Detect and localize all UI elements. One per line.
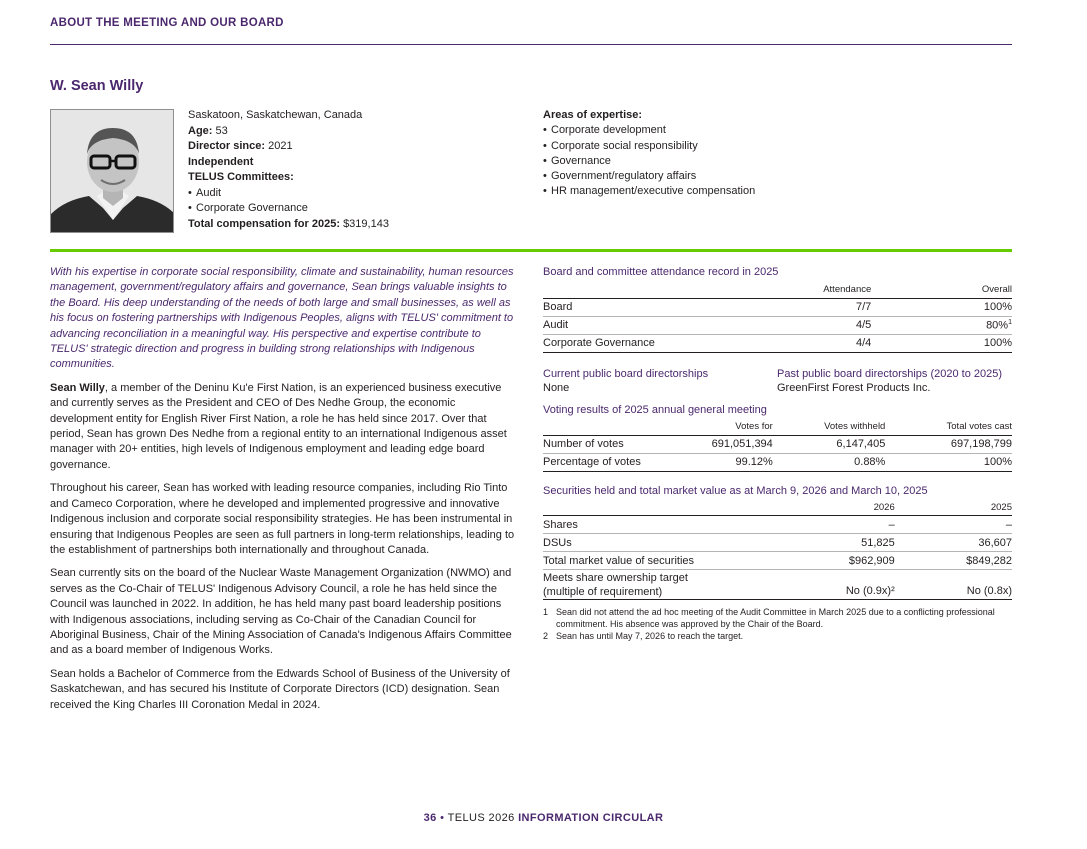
table-row: Percentage of votes 99.12% 0.88% 100% (543, 453, 1012, 471)
expertise-item: • Government/regulatory affairs (543, 169, 963, 184)
expertise-item: • HR management/executive compensation (543, 184, 963, 199)
expertise-item: • Governance (543, 154, 963, 169)
col-votes-withheld: Votes withheld (824, 421, 886, 433)
past-directorships-value: GreenFirst Forest Products Inc. (777, 381, 931, 394)
biography (50, 265, 520, 721)
securities-table (543, 500, 1012, 601)
bio-paragraph: Sean currently sits on the board of the Nuclear Waste Management Organization (NWMO) and serves as the Co-Chair of TELUS' Indigenous Advisory Council, a role he has held since the Council was launched in 2022. In addition, he has held many past board leadership positions with Indigenous associations, including serving as Co-Chair of the Canadian Council for Aboriginal Business, Chair of the Mining Association of Canada's Indigenous Affairs Committee and as a board member of Indigenous Works. (50, 567, 512, 657)
table-header (543, 282, 1012, 298)
page-footer: 36 • TELUS 2026 INFORMATION CIRCULAR (423, 812, 664, 824)
footer-company: TELUS 2026 (447, 812, 519, 824)
director-age: Age: 53 (188, 124, 228, 137)
bio-intro: With his expertise in corporate social responsibility, climate and sustainability, human resources management, government/regulatory affairs and governance, Sean brings valuable insights to the Board. His deep understanding of the needs of both large and small businesses, as well as his focus on fostering partnerships with Indigenous Peoples, aligns with TELUS' commitment to advancing reconciliation in a meaningful way. His perspective and expertise contribute to TELUS' strategic direction and progress in building strong relationships with Indigenous communities. (50, 266, 514, 371)
table-row: Total market value of securities $962,909 $849,282 (543, 552, 1012, 570)
expertise-item: • Corporate development (543, 123, 963, 138)
director-since: Director since: 2021 (188, 140, 293, 152)
committee-item: • Audit (188, 186, 518, 202)
director-name: W. Sean Willy (50, 78, 144, 94)
director-status: Independent (188, 155, 254, 168)
bio-paragraph: Sean Willy, a member of the Deninu Ku'e First Nation, is an experienced business executive and currently serves as the President and CEO of Des Nedhe Group, the economic development entity for English River First Nation, a role he has held since 2017. Over that period, Sean has grown Des Nedhe from a regional entity to an international Indigenous asset manager with 20+ entities, high levels of Indigenous employment and leading edge board governance. (50, 381, 507, 471)
portrait-image (51, 110, 174, 233)
areas-of-expertise (543, 108, 963, 200)
director-photo (50, 109, 174, 233)
attendance-title: Board and committee attendance record in 2025 (543, 266, 779, 278)
bio-paragraph: Sean holds a Bachelor of Commerce from the Edwards School of Business of the University of Saskatchewan, and has secured his Institute of Corporate Directors (ICD) designation. Sean received the King Charles III Coronation Medal in 2024. (50, 667, 510, 711)
directorships (543, 367, 1012, 396)
voting-title: Voting results of 2025 annual general meeting (543, 404, 767, 416)
table-row: Board 7/7 100% (543, 298, 1012, 316)
committees-label: TELUS Committees: (188, 171, 294, 183)
current-directorships-value: None (543, 381, 570, 394)
attendance-table (543, 282, 1012, 353)
table-header (543, 500, 1012, 516)
committee-item: • Corporate Governance (188, 201, 518, 217)
table-row: Audit 4/5 80%$^1$ (543, 316, 1012, 334)
footnote: 2 Sean has until May 7, 2026 to reach the target. (543, 631, 744, 641)
table-row: DSUs 51,825 36,607 (543, 534, 1012, 552)
col-votes-for: Votes for (735, 421, 773, 433)
total-compensation: Total compensation for 2025: $319,143 (188, 217, 389, 230)
current-directorships-title: Current public board directorships (543, 367, 709, 380)
securities-title: Securities held and total market value as at March 9, 2026 and March 10, 2025 (543, 484, 928, 497)
table-header (543, 419, 1012, 435)
table-row: Shares – – (543, 516, 1012, 534)
col-2025: 2025 (990, 501, 1012, 513)
col-total-votes: Total votes cast (946, 421, 1012, 433)
table-row: Corporate Governance 4/4 100% (543, 334, 1012, 352)
voting-table (543, 419, 1012, 472)
past-directorships-title: Past public board directorships (2020 to 2025) (777, 367, 1003, 380)
table-row: Number of votes 691,051,394 6,147,405 697,198,799 (543, 435, 1012, 453)
page-number: 36 (423, 812, 437, 824)
footnotes (543, 606, 1012, 642)
expertise-title: Areas of expertise: (543, 109, 643, 121)
table-row: Meets share ownership target (multiple of requirement) No (0.9x)² No (0.8x) (543, 571, 1012, 598)
section-title: ABOUT THE MEETING AND OUR BOARD (50, 17, 284, 29)
top-divider (50, 44, 1012, 45)
director-location: Saskatoon, Saskatchewan, Canada (188, 109, 363, 121)
col-attendance: Attendance (823, 284, 872, 296)
director-info (188, 108, 518, 232)
green-divider (50, 249, 1012, 252)
footnote: 1 Sean did not attend the ad hoc meeting of the Audit Committee in March 2025 due to a conflicting professional commitment. His absence was approved by the Chair of the Board. (543, 607, 995, 629)
col-2026: 2026 (873, 501, 895, 513)
expertise-item: • Corporate social responsibility (543, 139, 963, 154)
footnote-ref: 1 (1008, 318, 1012, 326)
col-overall: Overall (981, 284, 1012, 296)
bio-paragraph: Throughout his career, Sean has worked with leading resource companies, including Rio Tinto and Cameco Corporation, where he developed and implemented progressive and innovative Indigenous inclusion and corporate social responsibility strategies. He has been instrumental in ensuring that Indigenous Peoples are seen as full partners in long-term relationships, leading to the establishment of partnerships both internationally and throughout Canada. (50, 482, 515, 556)
footer-doc-title: INFORMATION CIRCULAR (518, 812, 664, 824)
director-tables (543, 265, 1012, 642)
